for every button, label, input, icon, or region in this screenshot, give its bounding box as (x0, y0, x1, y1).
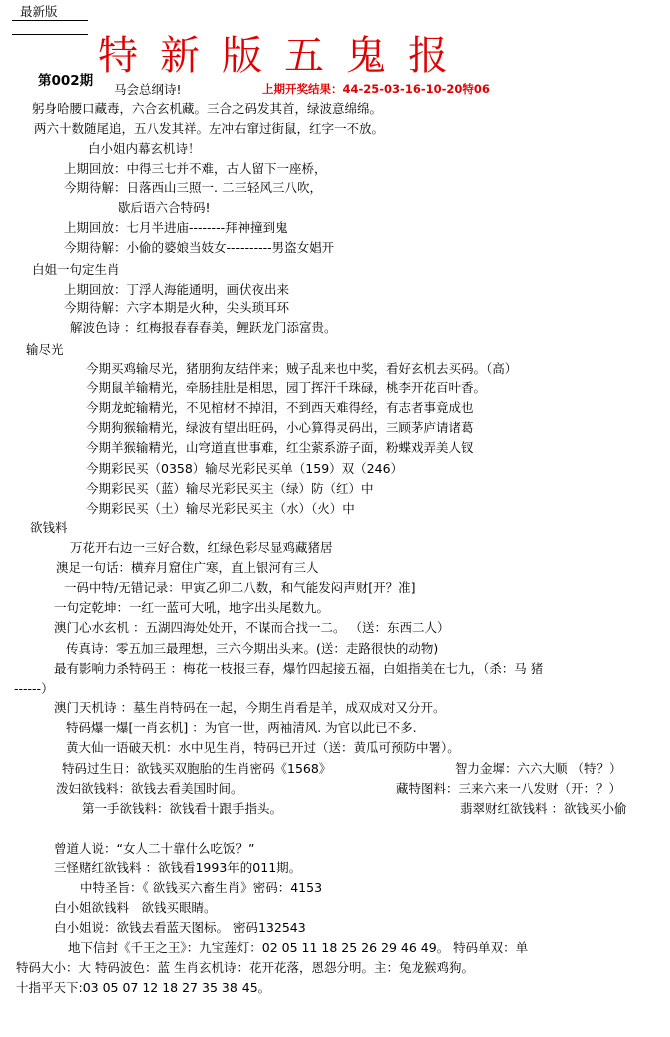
text-line: 澳门心水玄机 ：五湖四海处处开，不谋而合找一二。 （送：东西二人） (54, 620, 450, 635)
text-line: 歇后语六合特码! (118, 200, 211, 215)
text-line: 特码过生日：欲钱买双胞胎的生肖密码《1568》 (62, 761, 332, 776)
text-line: 特码大小：大 特码波色：蓝 生肖玄机诗：花开花落，恩怨分明。主：兔龙猴鸡狗。 (16, 960, 474, 975)
text-line: 今期龙蛇输精光，不见棺材不掉泪，不到西天难得经，有志者事竟成也 (86, 400, 474, 415)
text-line: 中特圣旨：《 欲钱买六畜生肖》密码：4153 (80, 880, 323, 895)
text-line: 智力金墀：六六大顺 （特？） (455, 761, 622, 776)
text-line: 解波色诗 ：红梅报春春春美，鲤跃龙门添富贵。 (70, 320, 337, 335)
text-line: 上期回放：七月半进庙--------拜神撞到鬼 (64, 220, 288, 235)
text-line: 今期买鸡输尽光，猪朋狗友结伴来；贼子乱来也中奖，看好玄机去买码。（高） (86, 361, 518, 376)
text-line: 今期羊猴输精光，山穹道直世事难，红尘萦系游子面，粉蝶戏弄美人钗 (86, 440, 474, 455)
text-line: 今期狗猴输精光，绿波有望出旺码，小心算得灵码出，三顾茅庐请诸葛 (86, 420, 474, 435)
text-line: 黄大仙一语破天机：水中见生肖，特码已开过（送：黄瓜可预防中署）。 (66, 740, 460, 755)
text-line: ------） (14, 681, 54, 696)
text-line: 今期彩民买（蓝）输尽光彩民买主（绿）防（红）中 (86, 481, 374, 496)
text-line: 曾道人说：“女人二十靠什么吃饭？” (54, 841, 255, 856)
text-line: 翡翠财红欲钱料 ：欲钱买小偷 (460, 801, 627, 816)
text-line: 今期彩民买（土）输尽光彩民买主（水）（火）中 (86, 501, 355, 516)
text-line: 三怪赌红欲钱料 ：欲钱看1993年的011期。 (54, 860, 302, 875)
text-line: 两六十数随尾追，五八发其祥。左冲右窜过街鼠，红字一不放。 (34, 121, 385, 136)
text-line: 上期回放：丁浮人海能通明，画伏夜出来 (64, 282, 290, 297)
text-line: 十指平天下:03 05 07 12 18 27 35 38 45。 (16, 980, 271, 995)
text-line: 藏特图料：三来六来一八发财（开：？） (396, 781, 622, 796)
text-line: 泼妇欲钱料：欲钱去看美国时间。 (56, 781, 244, 796)
text-line: 白小姐内幕玄机诗！ (88, 141, 201, 156)
top-rule (12, 20, 88, 21)
text-line: 特码爆一爆[一肖玄机] ：为官一世，两袖清风. 为官以此已不多. (66, 720, 417, 735)
text-line: 万花开右边一三好合数，红绿色彩尽显鸡藏猪居 (70, 540, 333, 555)
text-line: 上期回放：中得三七并不难，古人留下一座桥， (64, 161, 327, 176)
text-line: 今期待解：日落西山三照一. 二三轻风三八吹， (64, 180, 322, 195)
last-draw-result: 上期开奖结果：44-25-03-16-10-20特06 (262, 82, 490, 96)
text-line: 澳足一句话：横弃月窟住广寒，直上银河有三人 (56, 560, 319, 575)
text-line: 躬身哈腰口藏毒，六合玄机藏。三合之码发其首，绿波意绵绵。 (32, 101, 383, 116)
edition-label: 最新版 (20, 4, 58, 19)
text-line: 白小姐说：欲钱去看蓝天图标。 密码132543 (54, 920, 306, 935)
page-title: 特新版五鬼报 (98, 33, 470, 79)
poem-heading: 马会总纲诗! (114, 82, 182, 97)
text-line: 欲钱料 (30, 520, 68, 535)
text-line: 一码中特/无错记录：甲寅乙卯二八数，和气能发闷声财[开？准] (64, 580, 416, 595)
text-line: 最有影响力杀特码王 ：梅花一枝报三春，爆竹四起接五福，白姐指美在七九，（杀：马 猪 (54, 661, 544, 676)
text-line: 澳门天机诗 ：墓生肖特码在一起，今期生肖看是羊，成双成对又分开。 (54, 700, 446, 715)
text-line: 今期鼠羊输精光，牵肠挂肚是相思，园丁挥汗千珠碌，桃李开花百叶香。 (86, 380, 487, 395)
text-line: 今期待解：小偷的婆娘当妓女----------男盗女娼开 (64, 240, 335, 255)
text-line: 白姐一句定生肖 (32, 262, 120, 277)
text-line: 第一手欲钱料：欲钱看十跟手指头。 (82, 801, 283, 816)
text-line: 今期待解：六字本期是火种，尖头琐耳环 (64, 300, 290, 315)
text-line: 输尽光 (26, 342, 64, 357)
issue-number: 第002期 (38, 73, 94, 89)
text-line: 传真诗：零五加三最理想，三六今期出头来。(送：走路很快的动物) (66, 641, 439, 656)
text-line: 一句定乾坤：一红一蓝可大吼，地字出头尾数九。 (54, 600, 330, 615)
top-rule-2 (12, 34, 88, 35)
text-line: 今期彩民买（0358）输尽光彩民买单（159）双（246） (86, 461, 404, 476)
text-line: 地下信封《千王之王》：九宝莲灯：02 05 11 18 25 26 29 46 49。 特码单双：单 (68, 940, 529, 955)
text-line: 白小姐欲钱料 欲钱买眼睛。 (54, 900, 217, 915)
